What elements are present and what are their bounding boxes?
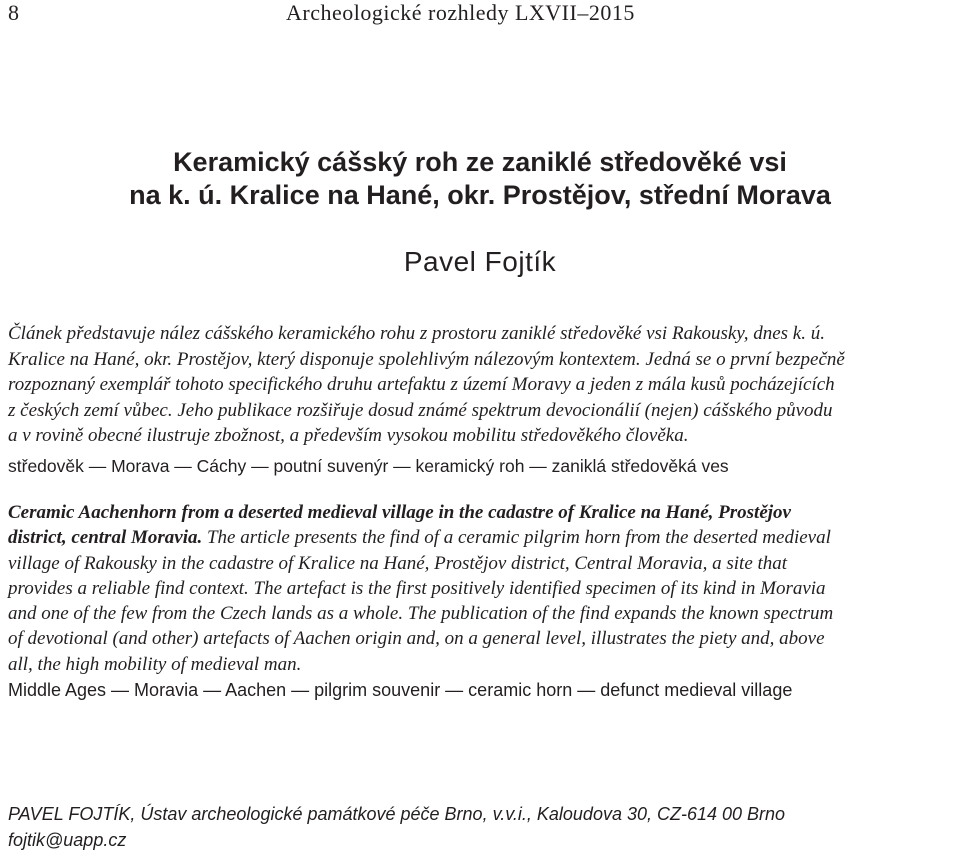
author-name: Pavel Fojtík	[403, 246, 557, 277]
page-number: 8	[8, 0, 19, 25]
english-title-line-2: district, central Moravia.	[8, 527, 203, 549]
abstract-en-line	[8, 525, 954, 550]
abstract-en-line: of devotional (and other) artefacts of Aachen origin and, on a general level, illustrates the piety and, above	[8, 628, 825, 650]
abstract-cz-line: z českých zemí vůbec. Jeho publikace rozšiřuje dosud známé spektrum devocionálií (nejen) cášského původu	[8, 399, 833, 421]
article-title-line-2: na k. ú. Kralice na Hané, okr. Prostějov, střední Morava	[129, 180, 831, 210]
abstract-cz-line: Článek představuje nález cášského keramického rohu z prostoru zaniklé středověké vsi Rakousky, dnes k. ú.	[8, 323, 825, 344]
abstract-en-text: The article presents the find of a ceramic pilgrim horn from the deserted medieval	[202, 527, 831, 549]
abstract-cz-line: a v rovině obecné ilustruje zbožnost, a především vysokou mobilitu středověkého člověka.	[8, 425, 689, 446]
article-title-line-1: Keramický cášský roh ze zaniklé středověké vsi	[173, 147, 787, 177]
article-title	[0, 146, 960, 212]
abstract-en-line: and one of the few from the Czech lands as a whole. The publication of the find expands the known spectrum	[8, 603, 834, 625]
abstract-czech	[8, 321, 954, 449]
keywords-english: Middle Ages — Moravia — Aachen — pilgrim souvenir — ceramic horn — defunct medieval village	[8, 680, 793, 700]
author-email: fojtik@uapp.cz	[8, 830, 127, 850]
journal-title: Archeologické rozhledy LXVII–2015	[286, 0, 635, 25]
keywords-czech: středověk — Morava — Cáchy — poutní suvenýr — keramický roh — zaniklá středověká ves	[8, 456, 729, 476]
abstract-english	[8, 500, 954, 677]
author-affiliation	[8, 801, 954, 853]
abstract-en-line: village of Rakousky in the cadastre of Kralice na Hané, Prostějov district, Central Moravia, a site that	[8, 552, 788, 574]
running-header	[8, 0, 960, 26]
abstract-cz-line: rozpoznaný exemplář tohoto specifického druhu artefaktu z území Moravy a jeden z mála kusů pocházejících	[8, 374, 835, 395]
english-title-line-1: Ceramic Aachenhorn from a deserted medieval village in the cadastre of Kralice na Hané, Prostějov	[8, 502, 791, 523]
abstract-en-line: provides a reliable find context. The artefact is the first positively identified specimen of its kind in Moravia	[8, 577, 826, 599]
affiliation-address: PAVEL FOJTÍK, Ústav archeologické památkové péče Brno, v.v.i., Kaloudova 30, CZ-614 00 Brno	[8, 804, 786, 824]
abstract-cz-line: Kralice na Hané, okr. Prostějov, který disponuje spolehlivým nálezovým kontextem. Jedná se o první bezpečně	[8, 348, 845, 370]
abstract-en-line: all, the high mobility of medieval man.	[8, 653, 302, 675]
